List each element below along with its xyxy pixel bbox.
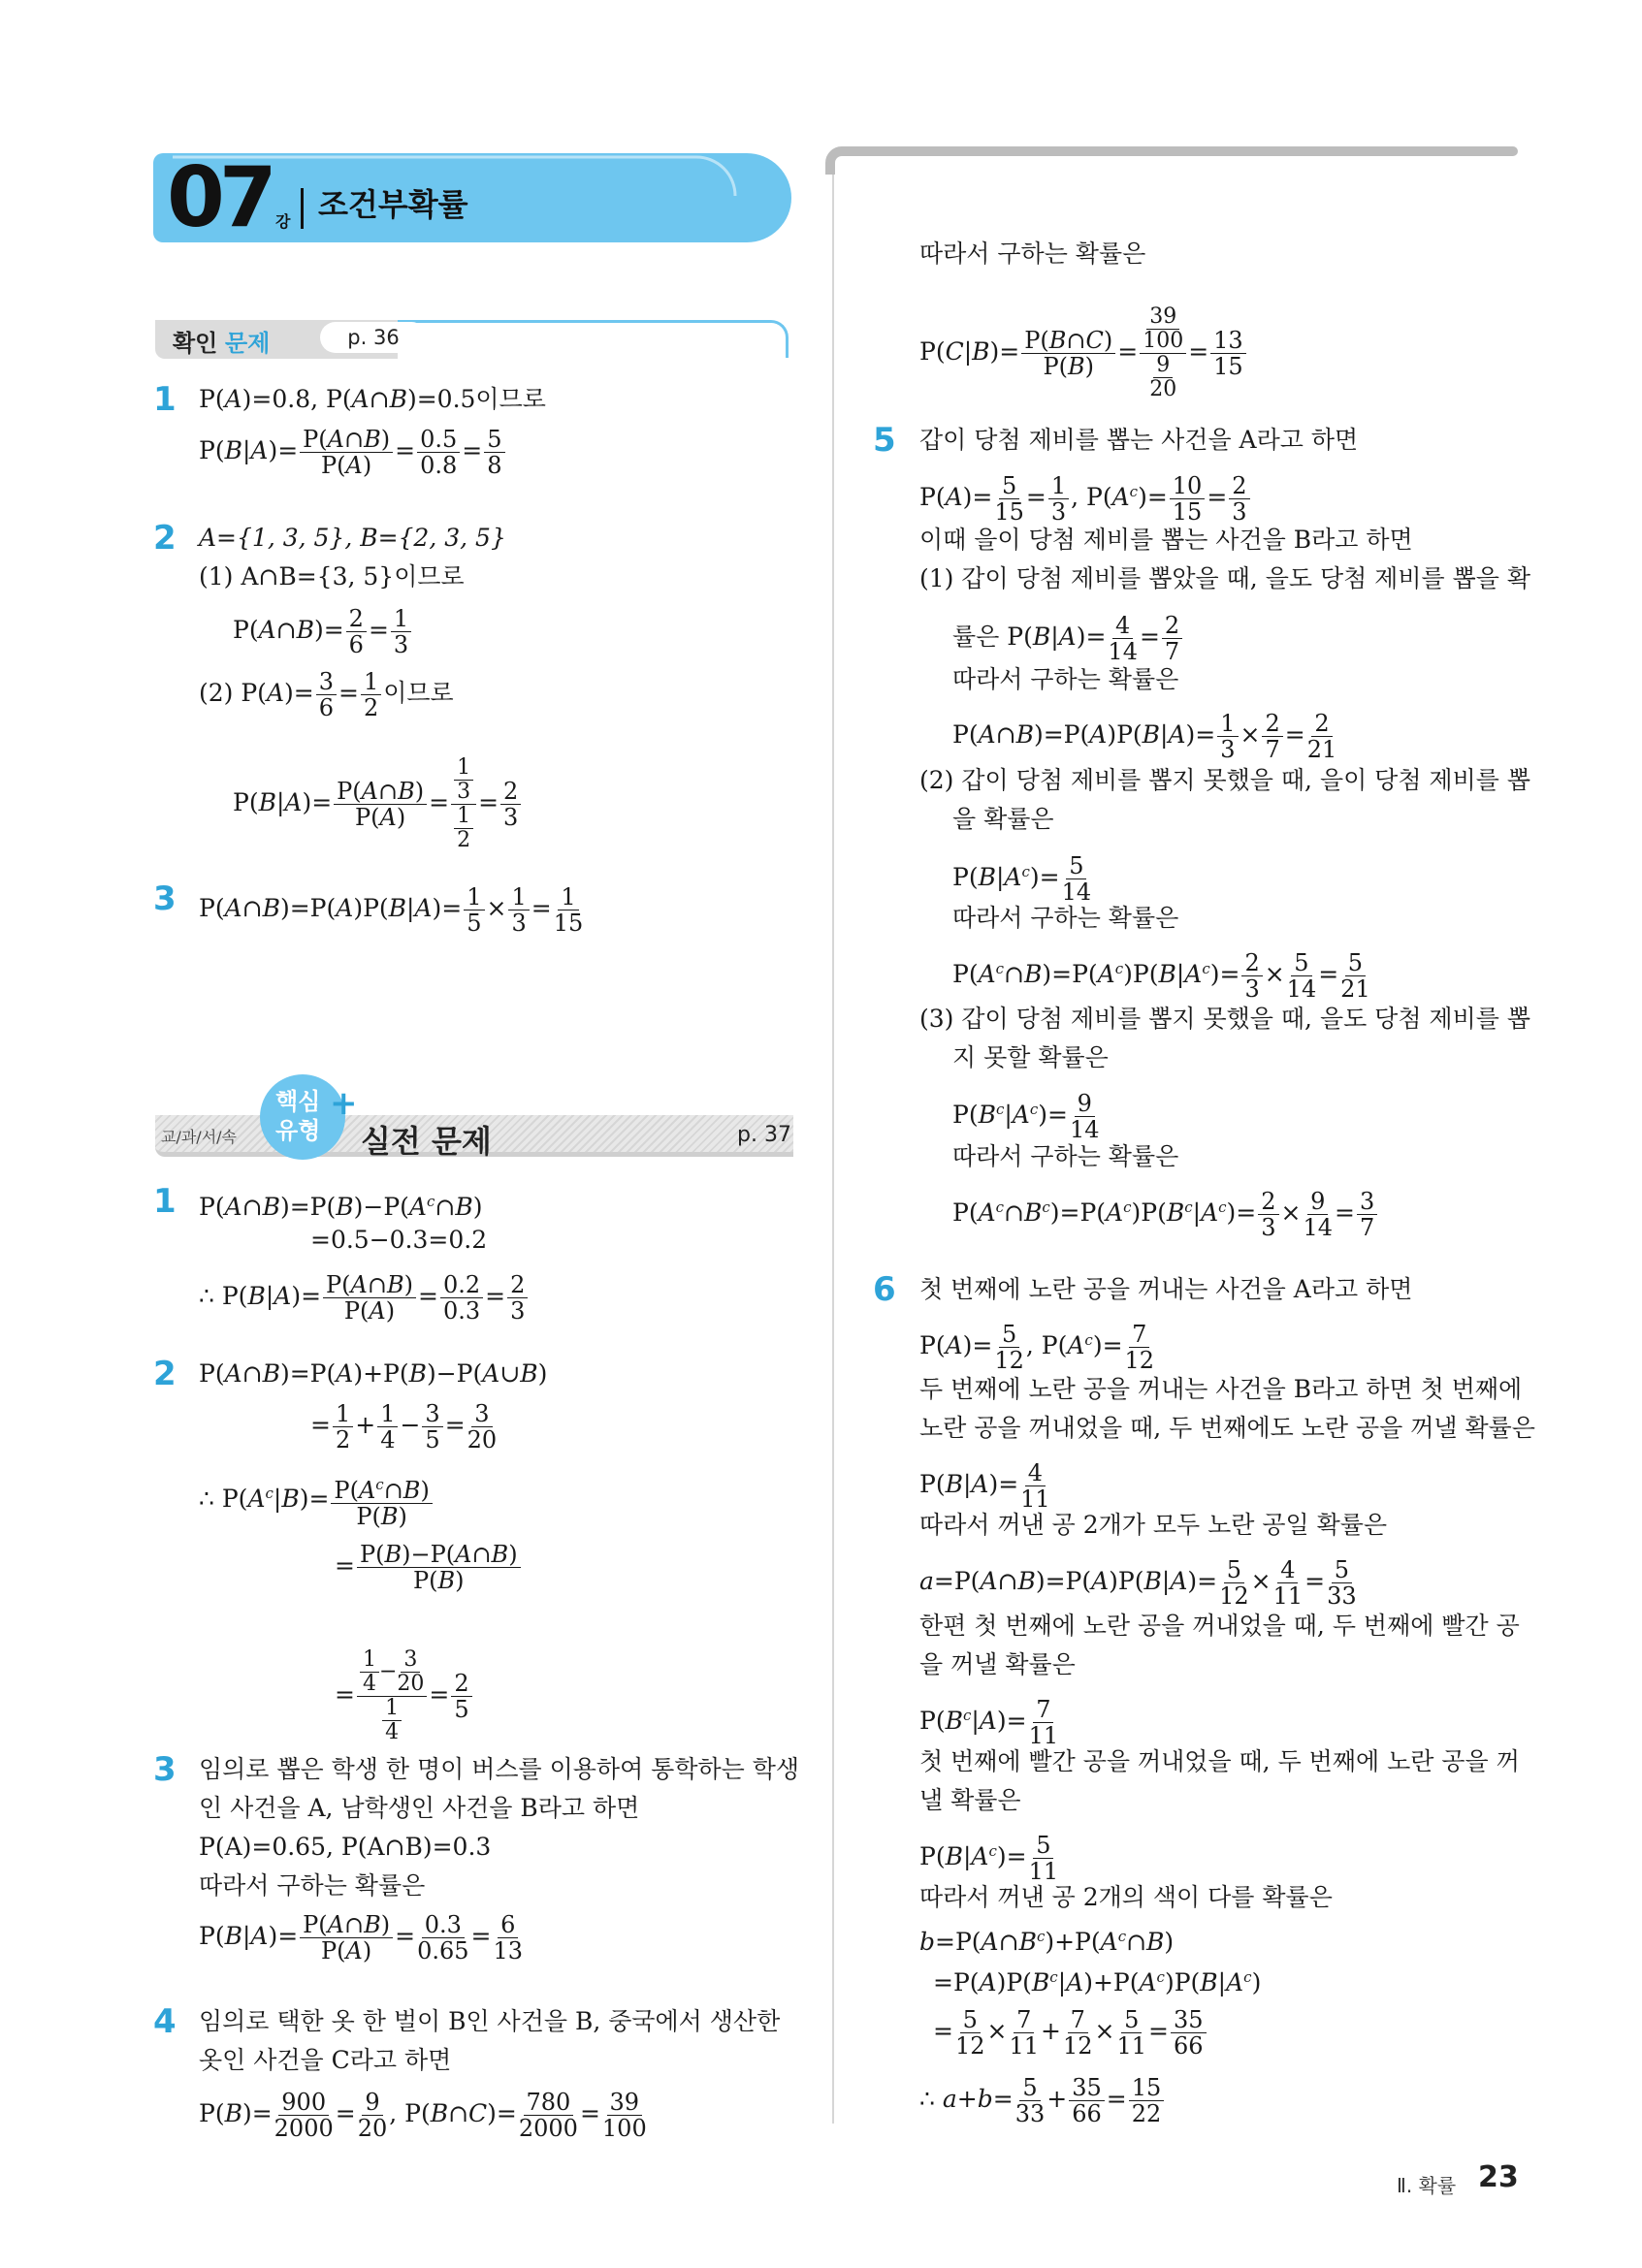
p5-2-therefore: 따라서 구하는 확률은 — [952, 904, 1179, 932]
p5-pa: P(A)= $\frac{5}{15}$ = $\frac{1}{3}$ , $P(A^c)=$ $\frac{10}{15}$ = $\frac{2}{3}$ — [919, 473, 1252, 525]
p6-pbca: $P(B^c|A)=$ $\frac{7}{11}$ — [919, 1696, 1059, 1749]
p2-line5: = $\frac{1}{4}$ − $\frac{3}{20}$ $\frac{1}{4}$ = $\frac{2}{5}$ — [335, 1648, 474, 1744]
p4-intro-b: 옷인 사건을 C라고 하면 — [199, 2046, 452, 2074]
q2-part2: (2) P(A)= $\frac{3}{6}$ = $\frac{1}{2}$ 이므로 — [199, 668, 454, 721]
q2-sets: A={1, 3, 5}, B={2, 3, 5} — [199, 524, 506, 552]
p6-b-eq3: = $\frac{5}{12}$ × $\frac{7}{11}$ + $\frac{7}{12}$ × $\frac{5}{11}$ = $\frac{35}{66}$ — [933, 2007, 1208, 2059]
chapter-header — [153, 149, 793, 246]
p5-2-final: $P(A^c\cap B)=P(A^c)P(B|A^c)=$ $\frac{2}{3}$ × $\frac{5}{14}$ = $\frac{5}{21}$ — [952, 949, 1370, 1003]
p6-b-eq1: $b=P(A\cap B^c)+P(A^c\cap B)$ — [919, 1928, 1175, 1956]
p3-eq: P(B|A)= $\frac{P(A\cap B)}{P(A)}$ = $\frac{0.3}{0.65}$ = $\frac{6}{13}$ — [199, 1911, 524, 1965]
q2-part1-eq: P(A∩B)= $\frac{2}{6}$ = $\frac{1}{3}$ — [233, 606, 413, 657]
q2-therefore: 이므로 — [383, 679, 454, 707]
p6-pba: P(B|A)= $\frac{4}{11}$ — [919, 1459, 1050, 1513]
q3-eq: P(A∩B)=P(A)P(B|A)= $\frac{1}{5}$ × $\frac{1}{3}$ = $\frac{1}{15}$ — [199, 883, 584, 937]
p6-red2-b: 낼 확률은 — [919, 1786, 1021, 1814]
problem-number: 6 — [873, 1270, 896, 1309]
p4-final: P(C|B)= $\frac{P(B\cap C)}{P(B)}$ = $\frac{\frac{39}{100}}{\frac{9}{20}}$ = $\frac{13}{15}$ — [919, 305, 1248, 401]
p3-intro-a: 임의로 뽑은 학생 한 명이 버스를 이용하여 통학하는 학생 — [199, 1755, 800, 1783]
p5-2-eq: $P(B|A^c)=$ $\frac{5}{14}$ — [952, 852, 1092, 906]
column-divider — [832, 175, 834, 2124]
p5-then: 이때 을이 당첨 제비를 뽑는 사건을 B라고 하면 — [919, 526, 1413, 554]
footer-chapter: Ⅱ. 확률 — [1397, 2174, 1457, 2197]
p5-3b: 지 못할 확률은 — [952, 1043, 1109, 1071]
section-confirm-title-b: 문제 — [225, 330, 271, 357]
p1-line3: ∴ P(B|A)= $\frac{P(A\cap B)}{P(A)}$ = $\frac{0.2}{0.3}$ = $\frac{2}{3}$ — [199, 1272, 530, 1324]
p6-red-a: 한편 첫 번째에 노란 공을 꺼내었을 때, 두 번째에 빨간 공 — [919, 1612, 1520, 1640]
problem-number: 5 — [873, 421, 896, 460]
p5-2b: 을 확률은 — [952, 805, 1054, 833]
p6-red2-a: 첫 번째에 빨간 공을 꺼내었을 때, 두 번째에 노란 공을 꺼 — [919, 1747, 1520, 1775]
p4-intro-a: 임의로 택한 옷 한 벌이 B인 사건을 B, 중국에서 생산한 — [199, 2007, 781, 2035]
p5-3-final: $P(A^c\cap B^c)=P(A^c)P(B^c|A^c)=$ $\frac{2}{3}$ × $\frac{9}{14}$ = $\frac{3}{7}$ — [952, 1189, 1379, 1240]
problem-number: 4 — [153, 2002, 177, 2041]
p6-intro: 첫 번째에 노란 공을 꺼내는 사건을 A라고 하면 — [919, 1275, 1413, 1303]
section-practice-page: p. 37 — [737, 1123, 791, 1147]
right-column-rule — [824, 145, 1523, 175]
q2-part1: (1) A∩B={3, 5}이므로 — [199, 562, 465, 591]
p6-a-eq: a=P(A∩B)=P(A)P(B|A)= $\frac{5}{12}$ × $\frac{4}{11}$ = $\frac{5}{33}$ — [919, 1556, 1357, 1610]
p3-vals: P(A)=0.65, P(A∩B)=0.3 — [199, 1833, 492, 1861]
problem-number: 2 — [153, 519, 177, 558]
p6-final: ∴ a+b= $\frac{5}{33}$ + $\frac{35}{66}$ = $\frac{15}{22}$ — [919, 2075, 1166, 2126]
p5-intro: 갑이 당첨 제비를 뽑는 사건을 A라고 하면 — [919, 426, 1359, 454]
chapter-title: 조건부확률 — [318, 186, 468, 223]
chapter-divider — [301, 188, 304, 229]
p1-line2: =0.5−0.3=0.2 — [310, 1226, 488, 1254]
p2-line2: = $\frac{1}{2}$ + $\frac{1}{4}$ − $\frac{3}{5}$ = $\frac{3}{20}$ — [310, 1400, 498, 1453]
p5-1-therefore: 따라서 구하는 확률은 — [952, 665, 1179, 693]
problem-number: 1 — [153, 380, 177, 419]
q1-line2: P(B|A)= $\frac{P(A\cap B)}{P(A)}$ = $\frac{0.5}{0.8}$ = $\frac{5}{8}$ — [199, 427, 507, 478]
p6-b-eq2: $=P(A)P(B^c|A)+P(A^c)P(B|A^c)$ — [933, 1968, 1262, 1996]
p6-b-a: 두 번째에 노란 공을 꺼내는 사건을 B라고 하면 첫 번째에 — [919, 1375, 1523, 1403]
problem-number: 3 — [153, 879, 177, 918]
p2-line4: = $\frac{P(B)-P(A\cap B)}{P(B)}$ — [335, 1542, 523, 1593]
chapter-number: 07 — [167, 149, 272, 246]
p5-2a: (2) 갑이 당첨 제비를 뽑지 못했을 때, 을이 당첨 제비를 뽑 — [919, 766, 1530, 794]
p2-line3: ∴ $P(A^c|B)=$ $\frac{P(A^c\cap B)}{P(B)}$ — [199, 1472, 435, 1529]
q1-line1: P(A)=0.8, P(A∩B)=0.5이므로 — [199, 385, 546, 413]
section-practice-header — [155, 1067, 795, 1159]
p6-pbac: $P(B|A^c)=$ $\frac{5}{11}$ — [919, 1832, 1059, 1885]
footer-page-number: 23 — [1478, 2160, 1519, 2194]
p5-1b: 률은 — [952, 623, 1000, 651]
p1-line1: $P(A\cap B)=P(B)-P(A^c\cap B)$ — [199, 1193, 483, 1221]
p6-pa: P(A)= $\frac{5}{12}$ , $P(A^c)=$ $\frac{7}{12}$ — [919, 1321, 1155, 1374]
p6-b-b: 노란 공을 꺼내었을 때, 두 번째에도 노란 공을 꺼낼 확률은 — [919, 1414, 1535, 1442]
p4-therefore: 따라서 구하는 확률은 — [919, 240, 1146, 268]
chapter-suffix: 강 — [275, 212, 291, 231]
problem-number: 1 — [153, 1182, 177, 1221]
p5-3a: (3) 갑이 당첨 제비를 뽑지 못했을 때, 을도 당첨 제비를 뽑 — [919, 1005, 1530, 1033]
section-practice-prefix: 교/과/서/속 — [161, 1128, 237, 1146]
badge-bottom: 유형 — [275, 1117, 321, 1144]
badge-top: 핵심 — [275, 1088, 321, 1115]
problem-number: 3 — [153, 1750, 177, 1789]
section-practice-title: 실전 문제 — [361, 1123, 492, 1160]
badge-plus-icon: + — [330, 1084, 358, 1123]
p3-intro-b: 인 사건을 A, 남학생인 사건을 B라고 하면 — [199, 1794, 640, 1822]
p6-a-text: 따라서 꺼낸 공 2개가 모두 노란 공일 확률은 — [919, 1511, 1388, 1539]
p5-3-therefore: 따라서 구하는 확률은 — [952, 1142, 1179, 1170]
section-confirm-header — [155, 320, 793, 359]
section-confirm-title-a: 확인 — [173, 330, 218, 357]
section-confirm-page: p. 36 — [320, 322, 427, 353]
p6-red-b: 을 꺼낼 확률은 — [919, 1650, 1076, 1678]
p5-1a: (1) 갑이 당첨 제비를 뽑았을 때, 을도 당첨 제비를 뽑을 확 — [919, 564, 1530, 592]
q2-part2-eq: P(B|A)= $\frac{P(A\cap B)}{P(A)}$ = $\frac{\frac{1}{3}}{\frac{1}{2}}$ = $\frac{2}{3}$ — [233, 756, 523, 852]
p5-3-eq: $P(B^c|A^c)=$ $\frac{9}{14}$ — [952, 1090, 1100, 1143]
p5-1-final: P(A∩B)=P(A)P(B|A)= $\frac{1}{3}$ × $\frac{2}{7}$ = $\frac{2}{21}$ — [952, 710, 1337, 763]
p2-line1: P(A∩B)=P(A)+P(B)−P(A∪B) — [199, 1359, 548, 1388]
p6-b-text: 따라서 꺼낸 공 2개의 색이 다를 확률은 — [919, 1883, 1333, 1911]
p5-1b-eq: 률은 P(B|A)= $\frac{4}{14}$ = $\frac{2}{7}$ — [952, 613, 1184, 664]
p3-therefore: 따라서 구하는 확률은 — [199, 1871, 426, 1900]
problem-number: 2 — [153, 1355, 177, 1393]
p4-eq: P(B)= $\frac{900}{2000}$ = $\frac{9}{20}$ , P(B∩C)= $\frac{780}{2000}$ = $\frac{39}{100}$ — [199, 2089, 647, 2142]
